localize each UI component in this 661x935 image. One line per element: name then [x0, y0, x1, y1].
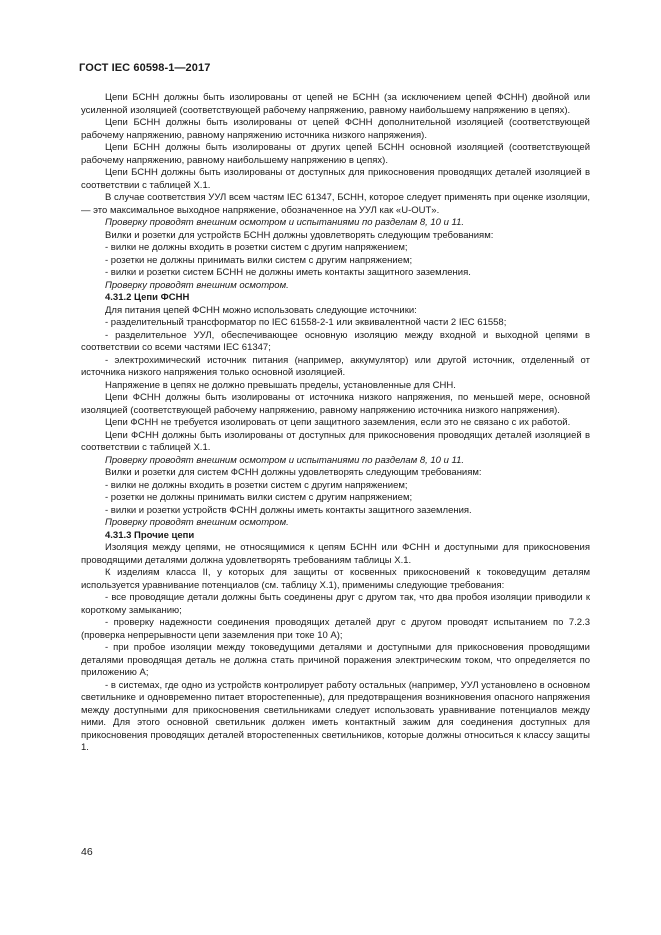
paragraph: К изделиям класса II, у которых для защиты от косвенных прикосновений к токоведущим деталям используется уравнивание потенциалов (см. таблицу X.1), применимы следующие требования:: [81, 567, 590, 591]
paragraph: - разделительный трансформатор по IEC 61558-2-1 или эквивалентной части 2 IEC 61558;: [105, 317, 507, 328]
paragraph: Проверку проводят внешним осмотром и испытаниями по разделам 8, 10 и 11.: [105, 217, 465, 228]
paragraph: Цепи ФСНН должны быть изолированы от доступных для прикосновения проводящих деталей изоляцией в соответствии с таблицей X.1.: [81, 429, 590, 453]
paragraph: - вилки не должны входить в розетки систем с другим напряжением;: [105, 479, 408, 491]
paragraph: Цепи ФСНН должны быть изолированы от источника низкого напряжения, по меньшей мере, основной изоляцией (соответствующей рабочему напряжению, равному напряжению источника низкого напряжения).: [81, 392, 590, 416]
paragraph: Проверку проводят внешним осмотром.: [105, 517, 289, 528]
paragraph: Вилки и розетки для систем ФСНН должны удовлетворять следующим требованиям:: [105, 467, 482, 478]
paragraph: - в системах, где одно из устройств контролирует работу остальных (например, УУЛ установлено в основном светильнике и одновременно питает второстепенные), для предотвращения возникновения опасного напряжения между доступными для прикосновения светильниками следует использовать уравнивание потенциалов между ними. Для этого основной светильник должен иметь контактный зажим для соединения доступных для прикосновения проводящих деталей второстепенных светильников, которые должны относиться к классу защиты 1.: [81, 679, 590, 753]
paragraph: - при пробое изоляции между токоведущими деталями и доступными для прикосновения проводящими деталями проводящая деталь не должна стать причиной поражения электрическим током, что определяется по приложению А;: [81, 642, 590, 678]
paragraph: Цепи БСНН должны быть изолированы от доступных для прикосновения проводящих деталей изоляцией в соответствии с таблицей X.1.: [81, 167, 590, 191]
paragraph: - проверку надежности соединения проводящих деталей друг с другом проводят испытанием по 7.2.3 (проверка непрерывности цепи заземления при токе 10 А);: [81, 617, 590, 641]
section-heading: 4.31.2 Цепи ФСНН: [105, 292, 190, 303]
paragraph: Цепи БСНН должны быть изолированы от цепей ФСНН дополнительной изоляцией (соответствующей рабочему напряжению, равному напряжению источника низкого напряжения).: [81, 117, 590, 141]
paragraph: - вилки и розетки систем БСНН не должны иметь контакты защитного заземления.: [105, 267, 471, 278]
paragraph: - все проводящие детали должны быть соединены друг с другом так, что два пробоя изоляции приводили к короткому замыканию;: [81, 592, 590, 616]
document-header: ГОСТ IEC 60598-1—2017: [79, 62, 211, 74]
section-heading: 4.31.3 Прочие цепи: [105, 529, 195, 541]
paragraph: - электрохимический источник питания (например, аккумулятор) или другой источник, отделенный от источника низкого напряжения только основной изоляцией.: [81, 354, 590, 378]
paragraph: Напряжение в цепях не должно превышать пределы, установленные для СНН.: [105, 379, 456, 391]
page-number: 46: [81, 846, 93, 858]
paragraph: - розетки не должны принимать вилки систем с другим напряжением;: [105, 254, 413, 266]
paragraph: Цепи ФСНН не требуется изолировать от цепи защитного заземления, если это не связано с их работой.: [105, 417, 571, 428]
paragraph: Проверку проводят внешним осмотром.: [105, 279, 289, 291]
paragraph: - разделительное УУЛ, обеспечивающее основную изоляцию между входной и выходной цепями в соответствии со всеми частями IEC 61347;: [81, 329, 590, 353]
document-body: [81, 92, 590, 755]
paragraph: Цепи БСНН должны быть изолированы от цепей не БСНН (за исключением цепей ФСНН) двойной или усиленной изоляцией (соответствующей рабочему напряжению, равному наибольшему напряжению в цепях).: [81, 92, 590, 116]
paragraph: Вилки и розетки для устройств БСНН должны удовлетворять следующим требованиям:: [105, 229, 494, 241]
paragraph: Изоляция между цепями, не относящимися к цепям БСНН или ФСНН и доступными для прикосновения проводящими деталями должна удовлетворять требованиям таблицы X.1.: [81, 542, 590, 566]
paragraph: Цепи БСНН должны быть изолированы от других цепей БСНН основной изоляцией (соответствующей рабочему напряжению, равному наибольшему напряжению в цепях).: [81, 142, 590, 166]
paragraph: В случае соответствия УУЛ всем частям IEC 61347, БСНН, которое следует применять при оценке изоляции, — это максимальное выходное напряжение, обозначенное на УУЛ как «U-OUT».: [81, 192, 590, 216]
paragraph: Для питания цепей ФСНН можно использовать следующие источники:: [105, 304, 417, 316]
paragraph: Проверку проводят внешним осмотром и испытаниями по разделам 8, 10 и 11.: [105, 454, 465, 466]
paragraph: - вилки и розетки устройств ФСНН должны иметь контакты защитного заземления.: [105, 504, 472, 516]
paragraph: - вилки не должны входить в розетки систем с другим напряжением;: [105, 242, 408, 253]
paragraph: - розетки не должны принимать вилки систем с другим напряжением;: [105, 492, 413, 503]
